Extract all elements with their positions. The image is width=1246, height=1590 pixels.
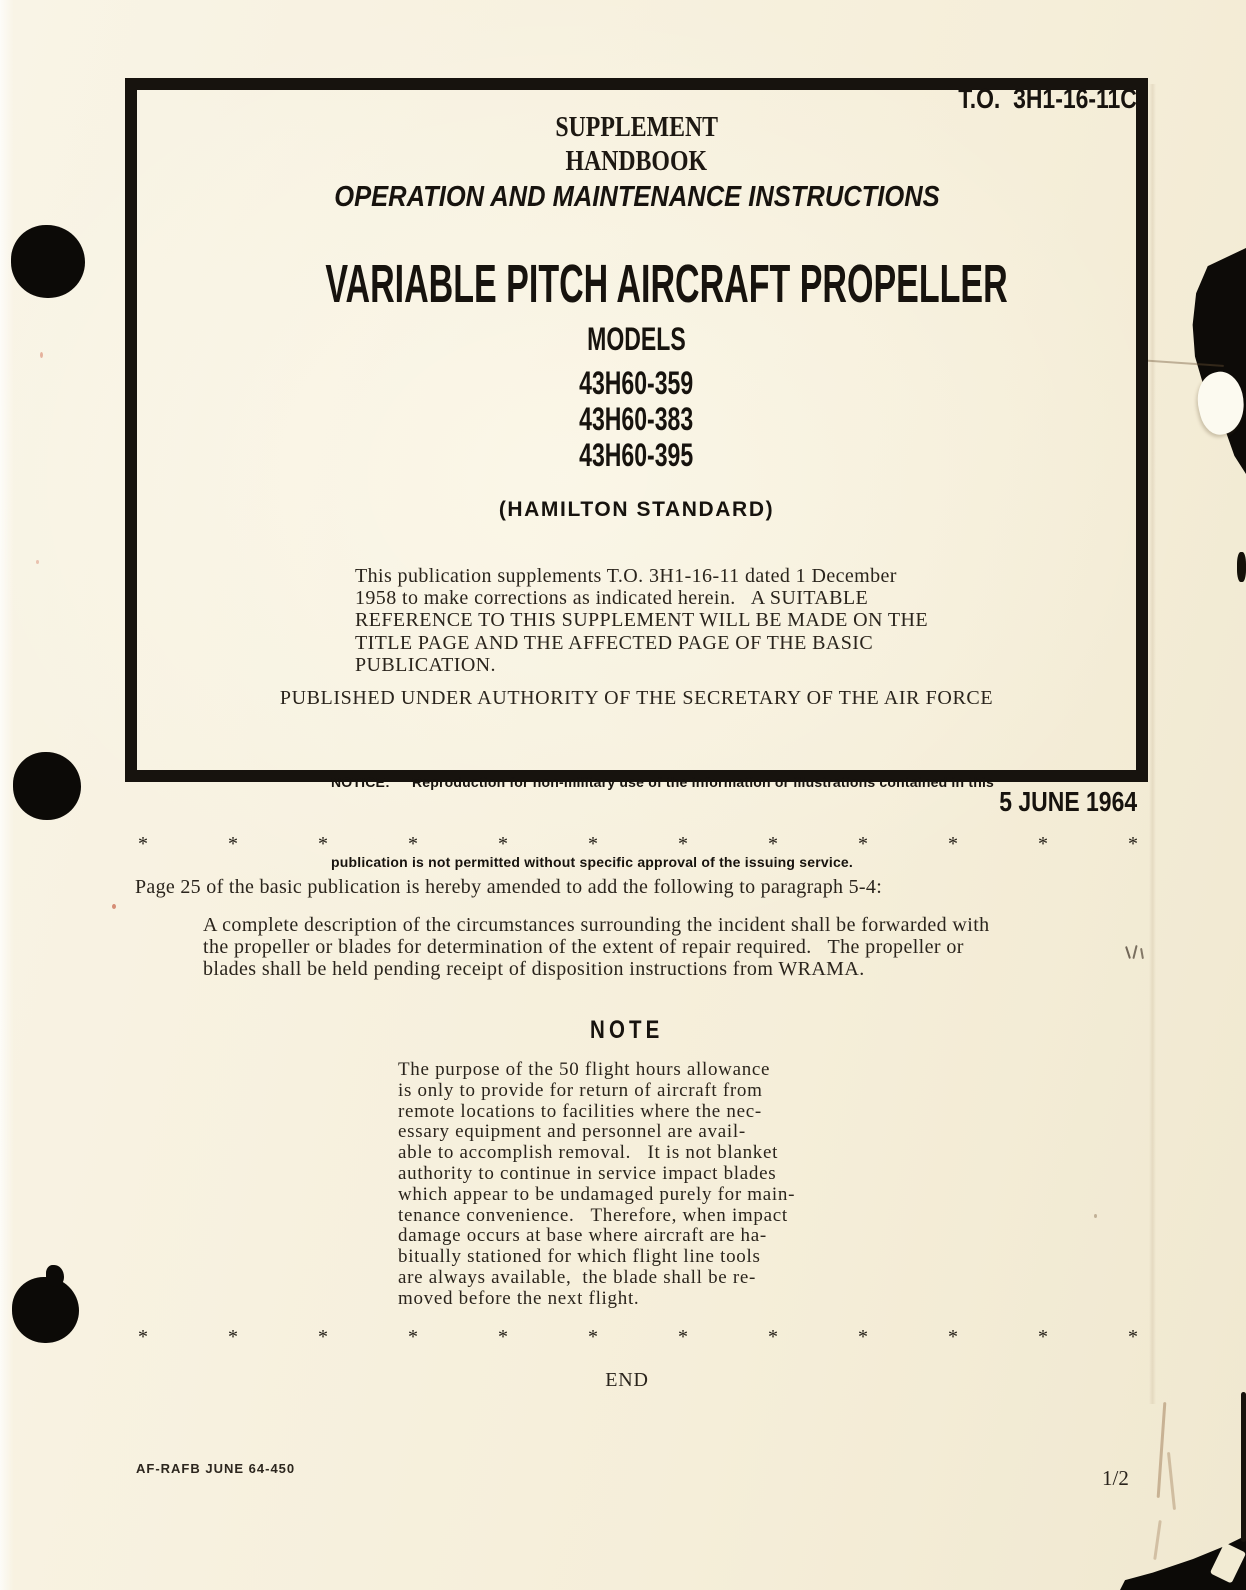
- paragraph-line: is only to provide for return of aircraft from: [398, 1079, 763, 1101]
- paragraph-line: are always available, the blade shall be re-: [398, 1266, 757, 1288]
- paragraph-line: The purpose of the 50 flight hours allowance: [398, 1059, 771, 1080]
- paragraph-line: authority to continue in service impact blades: [398, 1162, 777, 1184]
- paragraph-line: bitually stationed for which flight line tools: [398, 1246, 761, 1268]
- paragraph-line: which appear to be undamaged purely for main-: [398, 1183, 796, 1205]
- notice-label: NOTICE:: [331, 774, 390, 790]
- doc-type-supplement: SUPPLEMENT: [555, 112, 718, 143]
- notice-line: publication is not permitted without specific approval of the issuing service.: [331, 853, 854, 870]
- pencil-mark: [1132, 945, 1137, 959]
- page-title: VARIABLE PITCH AIRCRAFT PROPELLER: [325, 254, 1008, 314]
- doc-type-instructions: OPERATION AND MAINTENANCE INSTRUCTIONS: [333, 181, 940, 213]
- technical-order-number: T.O. 3H1-16-11C: [958, 83, 1137, 114]
- pencil-mark: [1140, 948, 1144, 959]
- paper-crease-vertical: [1149, 84, 1156, 1404]
- paragraph-line: the propeller or blades for determination of the extent of repair required. The propeller or: [203, 936, 964, 958]
- paragraph-line: moved before the next flight.: [398, 1287, 640, 1309]
- note-paragraph: [398, 1060, 795, 1310]
- model-number: 43H60-383: [579, 401, 694, 437]
- paper-tear-top-right: [1188, 248, 1246, 474]
- footer-print-code: AF-RAFB JUNE 64-450: [136, 1461, 296, 1476]
- paper-stain: [1153, 1520, 1162, 1560]
- punch-hole-bottom: [12, 1277, 79, 1343]
- paper-speck: [36, 560, 39, 564]
- paragraph-line: TITLE PAGE AND THE AFFECTED PAGE OF THE BASIC: [355, 631, 874, 654]
- notice-line: [331, 769, 994, 796]
- asterisk-separator: * * * * * * * * * * * *: [138, 1326, 1138, 1348]
- paragraph-line: 1958 to make corrections as indicated herein. A SUITABLE: [355, 587, 869, 610]
- paragraph-line: This publication supplements T.O. 3H1-16-11 dated 1 December: [355, 565, 897, 587]
- paragraph-line: remote locations to facilities where the nec-: [398, 1100, 762, 1122]
- issue-date: 5 JUNE 1964: [999, 786, 1137, 817]
- punch-hole-bottom-blob: [46, 1265, 64, 1287]
- punch-hole-middle: [13, 752, 81, 820]
- paragraph-line: PUBLICATION.: [355, 653, 496, 676]
- authority-line: PUBLISHED UNDER AUTHORITY OF THE SECRETARY OF THE AIR FORCE: [279, 687, 994, 709]
- pencil-mark: [1125, 946, 1131, 959]
- page-number: 1/2: [1102, 1466, 1129, 1490]
- note-label: NOTE: [590, 1016, 664, 1044]
- manufacturer-name: (HAMILTON STANDARD): [498, 498, 775, 521]
- amendment-paragraph: [203, 914, 990, 980]
- punch-hole-top: [11, 225, 85, 298]
- paper-speck: [40, 352, 43, 358]
- amendment-intro: Page 25 of the basic publication is hereby amended to add the following to paragraph 5-4:: [135, 876, 883, 898]
- paper-edge-sliver: [1241, 1392, 1246, 1542]
- notice-text: Reproduction for non-military use of the information or illustrations contained in this: [411, 774, 995, 790]
- paragraph-line: tenance convenience. Therefore, when impact: [398, 1204, 788, 1226]
- paper-edge-mark: [1237, 552, 1246, 582]
- paragraph-line: damage occurs at base where aircraft are ha-: [398, 1225, 767, 1247]
- asterisk-separator: * * * * * * * * * * * *: [138, 833, 1138, 855]
- supplement-note-paragraph: [355, 565, 928, 676]
- paragraph-line: REFERENCE TO THIS SUPPLEMENT WILL BE MADE ON THE: [355, 609, 928, 632]
- models-label: MODELS: [587, 321, 686, 357]
- paper-stain: [1157, 1402, 1167, 1498]
- paragraph-line: able to accomplish removal. It is not blanket: [398, 1142, 779, 1164]
- paragraph-line: blades shall be held pending receipt of disposition instructions from WRAMA.: [203, 958, 865, 980]
- doc-type-handbook: HANDBOOK: [565, 146, 708, 177]
- paragraph-line: A complete description of the circumstances surrounding the incident shall be forwarded with: [203, 914, 990, 936]
- paper-speck: [1094, 1214, 1097, 1218]
- paper-speck: [112, 904, 116, 909]
- end-label: END: [605, 1369, 649, 1391]
- model-number: 43H60-359: [579, 365, 694, 401]
- paragraph-line: essary equipment and personnel are avail-: [398, 1121, 746, 1143]
- paper-stain: [1167, 1452, 1176, 1510]
- model-number: 43H60-395: [579, 437, 694, 473]
